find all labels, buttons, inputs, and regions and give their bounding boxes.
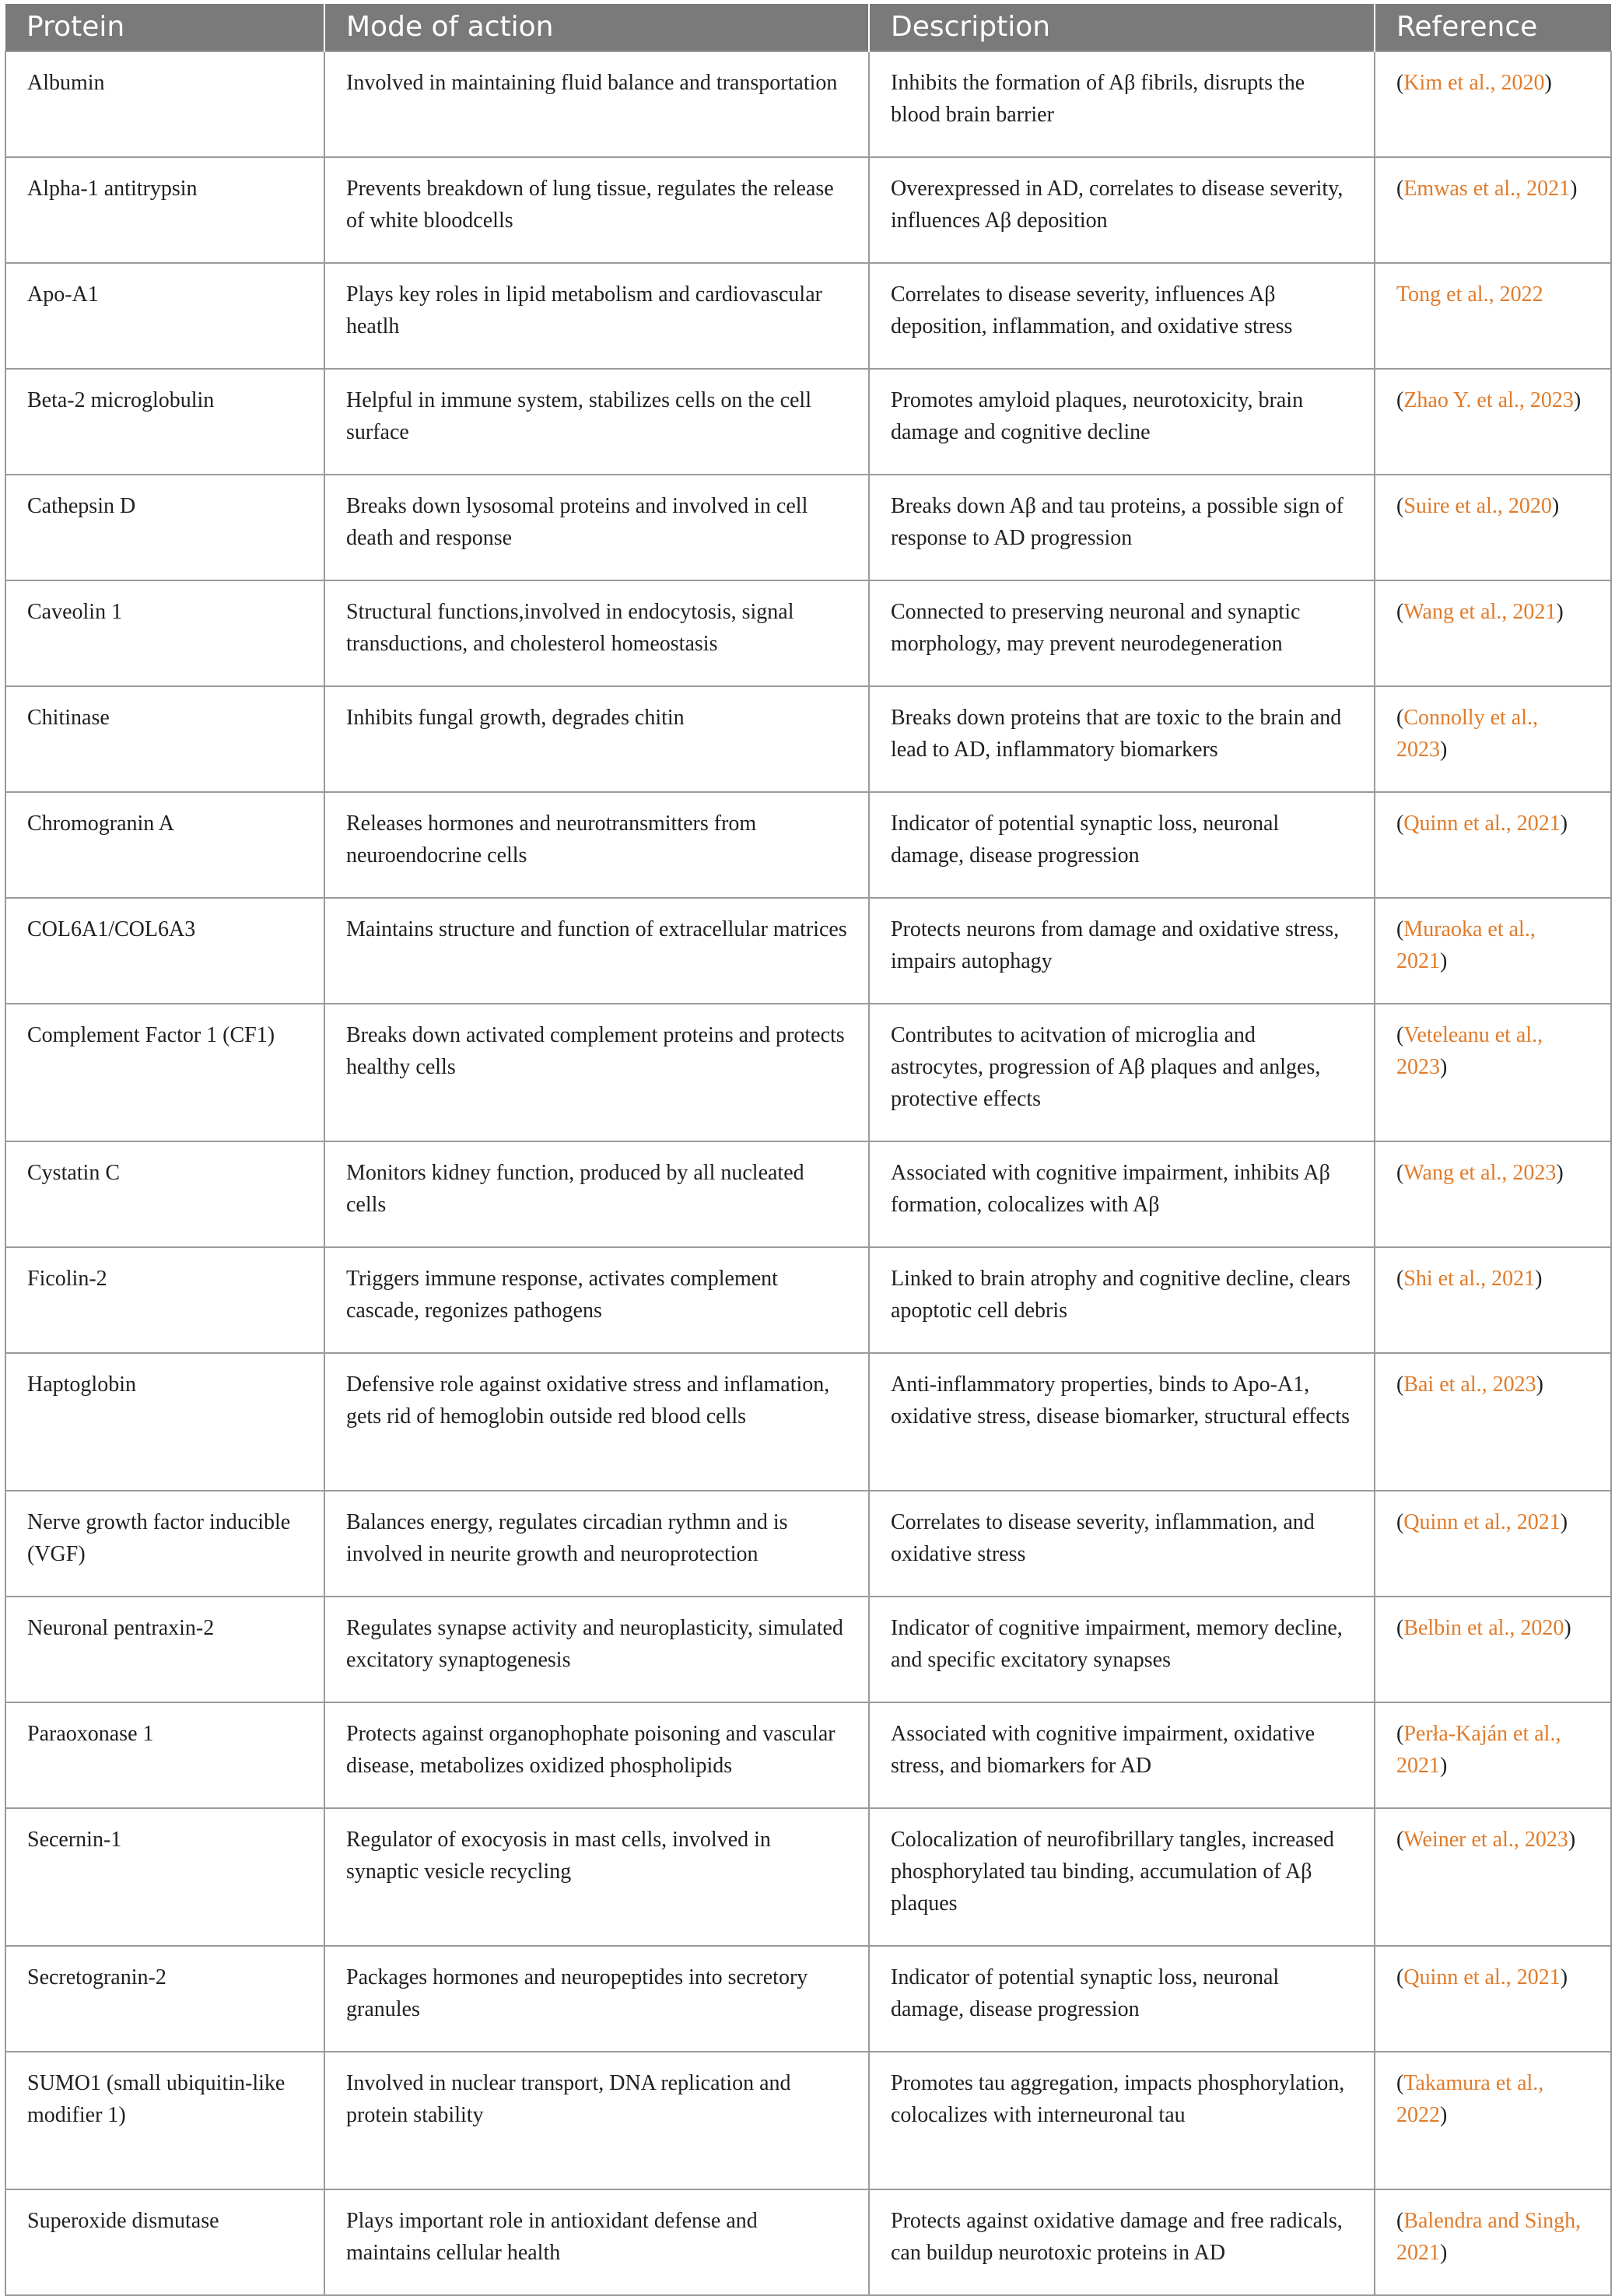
cell-reference [1375, 1247, 1611, 1353]
cell-description: Connected to preserving neuronal and synaptic morphology, may prevent neurodegeneration [869, 580, 1375, 686]
cell-mode: Involved in maintaining fluid balance and transportation [324, 51, 869, 157]
cell-description: Anti-inflammatory properties, binds to Apo-A1, oxidative stress, disease biomarker, structural effects [869, 1353, 1375, 1491]
ref-close: ) [1573, 388, 1582, 412]
ref-close: ) [1570, 177, 1578, 201]
cell-protein: Albumin [5, 51, 324, 157]
cell-reference [1375, 792, 1611, 898]
table-row [5, 51, 1611, 157]
ref-close: ) [1560, 1510, 1568, 1534]
reference-link[interactable]: Veteleanu et al., 2023 [1396, 1023, 1543, 1079]
ref-open: ( [1396, 494, 1404, 518]
cell-protein: Caveolin 1 [5, 580, 324, 686]
ref-close: ) [1551, 494, 1560, 518]
cell-protein: SUMO1 (small ubiquitin-like modifier 1) [5, 2052, 324, 2189]
ref-open: ( [1396, 1965, 1404, 1989]
reference-link[interactable]: Balendra and Singh, 2021 [1396, 2209, 1582, 2265]
cell-reference [1375, 1004, 1611, 1141]
ref-open: ( [1396, 706, 1404, 730]
table-row [5, 1597, 1611, 1702]
cell-reference [1375, 1141, 1611, 1247]
header-protein: Protein [5, 4, 324, 51]
cell-protein: Secernin-1 [5, 1808, 324, 1946]
reference-link[interactable]: Emwas et al., 2021 [1403, 177, 1571, 201]
cell-description: Promotes tau aggregation, impacts phosphorylation, colocalizes with interneuronal tau [869, 2052, 1375, 2189]
cell-protein: Complement Factor 1 (CF1) [5, 1004, 324, 1141]
reference-link[interactable]: Quinn et al., 2021 [1403, 1965, 1561, 1989]
cell-protein: COL6A1/COL6A3 [5, 898, 324, 1004]
cell-reference [1375, 51, 1611, 157]
header-reference: Reference [1375, 4, 1611, 51]
cell-reference [1375, 2052, 1611, 2189]
cell-mode: Structural functions,involved in endocytosis, signal transductions, and cholesterol homeostasis [324, 580, 869, 686]
table-row [5, 580, 1611, 686]
table-row [5, 2052, 1611, 2189]
header-description: Description [869, 4, 1375, 51]
cell-mode: Regulates synapse activity and neuroplasticity, simulated excitatory synaptogenesis [324, 1597, 869, 1702]
cell-protein: Superoxide dismutase [5, 2189, 324, 2295]
cell-protein: Ficolin-2 [5, 1247, 324, 1353]
ref-close: ) [1440, 738, 1448, 762]
cell-description: Indicator of potential synaptic loss, neuronal damage, disease progression [869, 1946, 1375, 2052]
ref-open: ( [1396, 388, 1404, 412]
ref-close: ) [1536, 1372, 1543, 1397]
ref-close: ) [1564, 1616, 1571, 1640]
ref-open: ( [1396, 2209, 1404, 2233]
ref-open: ( [1396, 600, 1404, 624]
ref-open: ( [1396, 1510, 1404, 1534]
cell-description: Linked to brain atrophy and cognitive decline, clears apoptotic cell debris [869, 1247, 1375, 1353]
cell-reference [1375, 1353, 1611, 1491]
ref-open: ( [1396, 1161, 1404, 1185]
cell-protein: Nerve growth factor inducible (VGF) [5, 1491, 324, 1597]
ref-open: ( [1396, 177, 1404, 201]
cell-mode: Plays key roles in lipid metabolism and cardiovascular heatlh [324, 263, 869, 369]
table-row [5, 1004, 1611, 1141]
cell-description: Overexpressed in AD, correlates to disease severity, influences Aβ deposition [869, 157, 1375, 263]
table-row [5, 898, 1611, 1004]
cell-description: Associated with cognitive impairment, oxidative stress, and biomarkers for AD [869, 1702, 1375, 1808]
cell-description: Inhibits the formation of Aβ fibrils, disrupts the blood brain barrier [869, 51, 1375, 157]
cell-mode: Protects against organophophate poisoning and vascular disease, metabolizes oxidized phospholipids [324, 1702, 869, 1808]
reference-link[interactable]: Suire et al., 2020 [1403, 494, 1552, 518]
cell-mode: Releases hormones and neurotransmitters from neuroendocrine cells [324, 792, 869, 898]
cell-reference [1375, 263, 1611, 369]
ref-open: ( [1396, 1722, 1404, 1746]
ref-open: ( [1396, 1372, 1404, 1397]
cell-reference [1375, 1702, 1611, 1808]
cell-mode: Helpful in immune system, stabilizes cells on the cell surface [324, 369, 869, 475]
protein-table-container [5, 4, 1610, 2296]
table-row [5, 1247, 1611, 1353]
cell-description: Breaks down proteins that are toxic to the brain and lead to AD, inflammatory biomarkers [869, 686, 1375, 792]
cell-description: Correlates to disease severity, inflammation, and oxidative stress [869, 1491, 1375, 1597]
cell-protein: Secretogranin-2 [5, 1946, 324, 2052]
cell-description: Protects against oxidative damage and free radicals, can buildup neurotoxic proteins in AD [869, 2189, 1375, 2295]
cell-mode: Balances energy, regulates circadian rythmn and is involved in neurite growth and neuroprotection [324, 1491, 869, 1597]
cell-reference [1375, 1808, 1611, 1946]
ref-close: ) [1535, 1267, 1543, 1291]
cell-description: Protects neurons from damage and oxidative stress, impairs autophagy [869, 898, 1375, 1004]
reference-link[interactable]: Weiner et al., 2023 [1403, 1828, 1568, 1852]
ref-open: ( [1396, 1828, 1404, 1852]
cell-reference [1375, 1597, 1611, 1702]
reference-link[interactable]: Kim et al., 2020 [1403, 71, 1545, 95]
cell-mode: Defensive role against oxidative stress and inflamation, gets rid of hemoglobin outside red blood cells [324, 1353, 869, 1491]
reference-link[interactable]: Bai et al., 2023 [1403, 1372, 1536, 1397]
cell-mode: Plays important role in antioxidant defense and maintains cellular health [324, 2189, 869, 2295]
table-row [5, 1491, 1611, 1597]
cell-description: Associated with cognitive impairment, inhibits Aβ formation, colocalizes with Aβ [869, 1141, 1375, 1247]
ref-close: ) [1440, 2241, 1448, 2265]
cell-protein: Chitinase [5, 686, 324, 792]
ref-close: ) [1560, 811, 1568, 836]
cell-reference [1375, 2189, 1611, 2295]
ref-open: ( [1396, 1023, 1404, 1047]
ref-close: ) [1556, 1161, 1564, 1185]
cell-reference [1375, 686, 1611, 792]
cell-description: Promotes amyloid plaques, neurotoxicity, brain damage and cognitive decline [869, 369, 1375, 475]
cell-protein: Cystatin C [5, 1141, 324, 1247]
table-row [5, 1141, 1611, 1247]
ref-open: ( [1396, 71, 1404, 95]
ref-close: ) [1440, 1754, 1448, 1778]
cell-reference [1375, 475, 1611, 580]
cell-mode: Prevents breakdown of lung tissue, regulates the release of white bloodcells [324, 157, 869, 263]
cell-mode: Maintains structure and function of extracellular matrices [324, 898, 869, 1004]
cell-reference [1375, 1491, 1611, 1597]
table-row [5, 1946, 1611, 2052]
cell-mode: Triggers immune response, activates complement cascade, regonizes pathogens [324, 1247, 869, 1353]
ref-close: ) [1440, 2103, 1448, 2127]
protein-table [5, 4, 1612, 2296]
cell-protein: Paraoxonase 1 [5, 1702, 324, 1808]
cell-mode: Monitors kidney function, produced by all nucleated cells [324, 1141, 869, 1247]
reference-link[interactable]: Tong et al., 2022 [1396, 282, 1543, 307]
reference-link[interactable]: Wang et al., 2023 [1403, 1161, 1557, 1185]
ref-close: ) [1440, 1055, 1448, 1079]
table-header-row [5, 4, 1611, 51]
cell-protein: Beta-2 microglobulin [5, 369, 324, 475]
reference-link[interactable]: Belbin et al., 2020 [1403, 1616, 1564, 1640]
cell-description: Indicator of cognitive impairment, memory decline, and specific excitatory synapses [869, 1597, 1375, 1702]
cell-protein: Chromogranin A [5, 792, 324, 898]
table-row [5, 686, 1611, 792]
ref-open: ( [1396, 1267, 1404, 1291]
cell-reference [1375, 580, 1611, 686]
ref-open: ( [1396, 811, 1404, 836]
table-row [5, 263, 1611, 369]
cell-protein: Cathepsin D [5, 475, 324, 580]
cell-reference [1375, 1946, 1611, 2052]
ref-close: ) [1568, 1828, 1576, 1852]
header-mode-of-action: Mode of action [324, 4, 869, 51]
cell-protein: Alpha-1 antitrypsin [5, 157, 324, 263]
table-row [5, 369, 1611, 475]
ref-close: ) [1560, 1965, 1568, 1989]
cell-description: Indicator of potential synaptic loss, neuronal damage, disease progression [869, 792, 1375, 898]
table-row [5, 1808, 1611, 1946]
table-row [5, 1353, 1611, 1491]
cell-mode: Involved in nuclear transport, DNA replication and protein stability [324, 2052, 869, 2189]
table-row [5, 1702, 1611, 1808]
cell-protein: Apo-A1 [5, 263, 324, 369]
ref-open: ( [1396, 2071, 1404, 2095]
cell-reference [1375, 369, 1611, 475]
ref-close: ) [1556, 600, 1564, 624]
cell-mode: Packages hormones and neuropeptides into secretory granules [324, 1946, 869, 2052]
reference-link[interactable]: Perła-Kaján et al., 2021 [1396, 1722, 1561, 1778]
ref-open: ( [1396, 917, 1404, 941]
table-row [5, 475, 1611, 580]
reference-link[interactable]: Zhao Y. et al., 2023 [1403, 388, 1574, 412]
cell-protein: Haptoglobin [5, 1353, 324, 1491]
cell-description: Correlates to disease severity, influences Aβ deposition, inflammation, and oxidative stress [869, 263, 1375, 369]
cell-reference [1375, 898, 1611, 1004]
table-row [5, 157, 1611, 263]
cell-mode: Breaks down lysosomal proteins and involved in cell death and response [324, 475, 869, 580]
ref-open: ( [1396, 1616, 1404, 1640]
ref-close: ) [1440, 949, 1448, 973]
reference-link[interactable]: Wang et al., 2021 [1403, 600, 1557, 624]
reference-link[interactable]: Takamura et al., 2022 [1396, 2071, 1544, 2127]
cell-mode: Regulator of exocyosis in mast cells, involved in synaptic vesicle recycling [324, 1808, 869, 1946]
cell-description: Breaks down Aβ and tau proteins, a possible sign of response to AD progression [869, 475, 1375, 580]
cell-description: Colocalization of neurofibrillary tangles, increased phosphorylated tau binding, accumulation of Aβ plaques [869, 1808, 1375, 1946]
cell-protein: Neuronal pentraxin-2 [5, 1597, 324, 1702]
reference-link[interactable]: Shi et al., 2021 [1403, 1267, 1536, 1291]
table-row [5, 2189, 1611, 2295]
cell-mode: Inhibits fungal growth, degrades chitin [324, 686, 869, 792]
cell-reference [1375, 157, 1611, 263]
reference-link[interactable]: Quinn et al., 2021 [1403, 1510, 1561, 1534]
reference-link[interactable]: Connolly et al., 2023 [1396, 706, 1538, 762]
cell-mode: Breaks down activated complement proteins and protects healthy cells [324, 1004, 869, 1141]
ref-close: ) [1544, 71, 1552, 95]
reference-link[interactable]: Quinn et al., 2021 [1403, 811, 1561, 836]
cell-description: Contributes to acitvation of microglia and astrocytes, progression of Aβ plaques and anlges, protective effects [869, 1004, 1375, 1141]
table-row [5, 792, 1611, 898]
reference-link[interactable]: Muraoka et al., 2021 [1396, 917, 1536, 973]
